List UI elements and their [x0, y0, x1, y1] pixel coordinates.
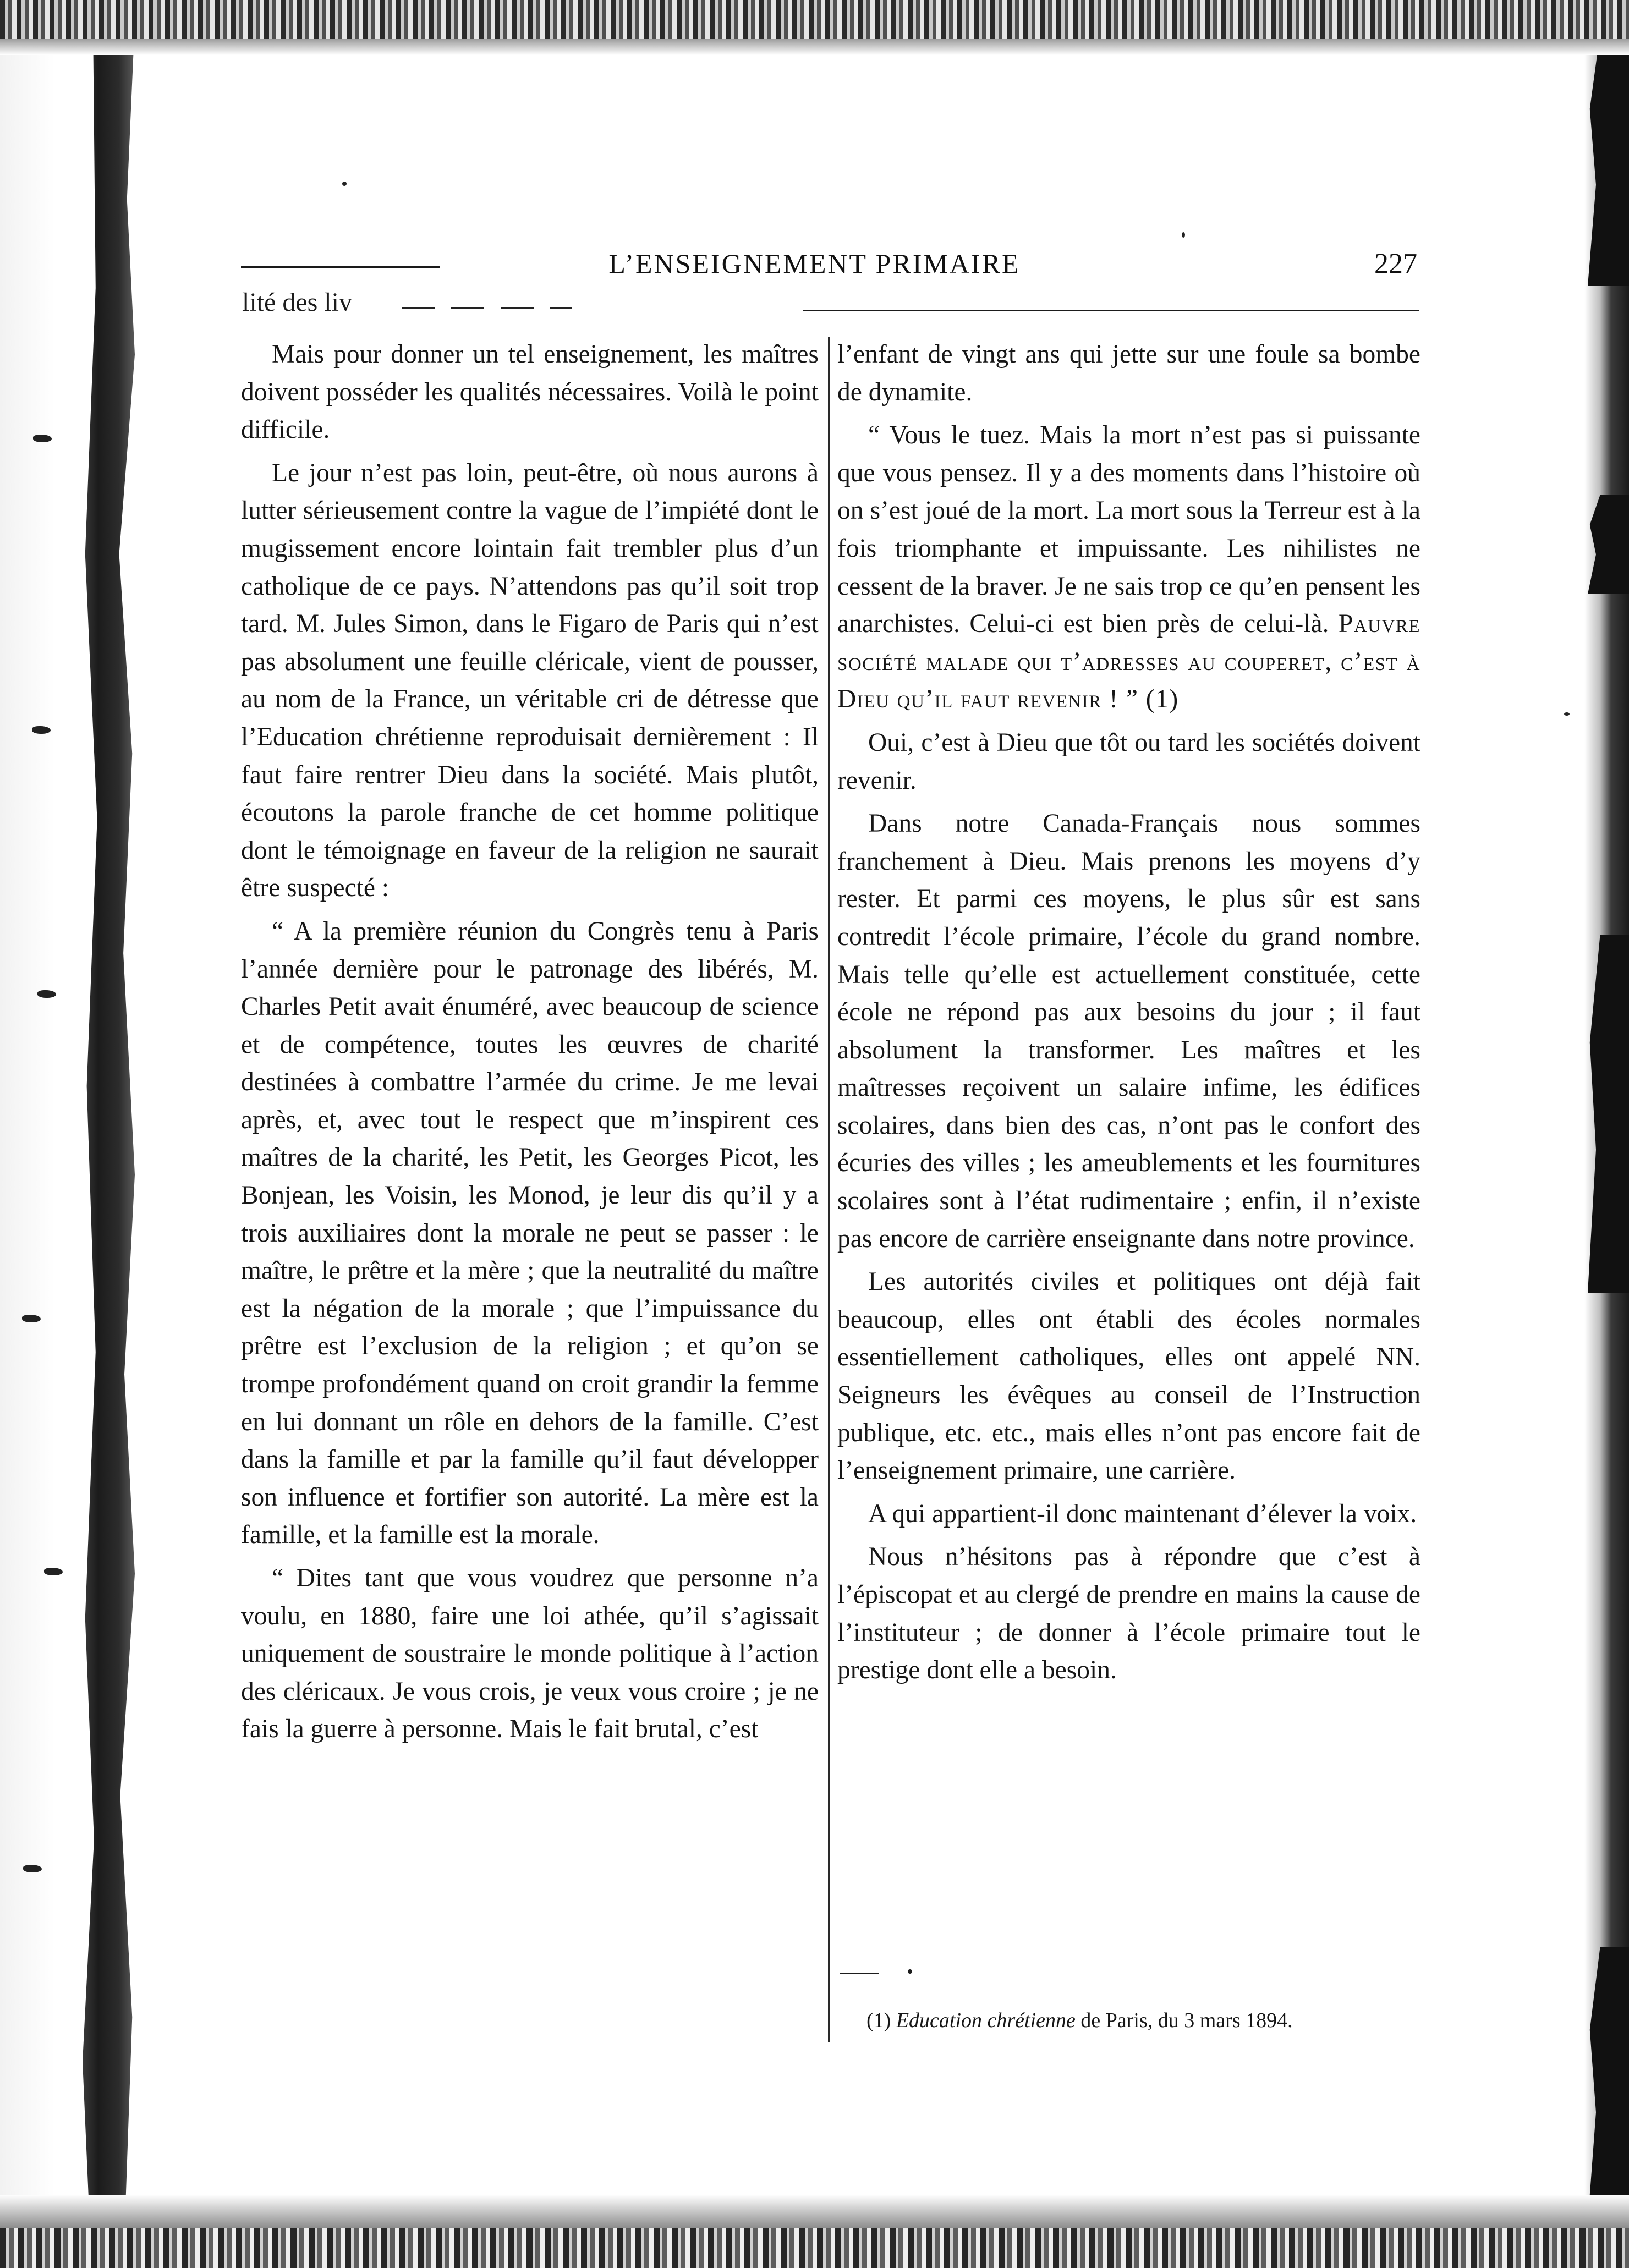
footnote-source-details: de Paris, du 3 mars 1894.	[1080, 2009, 1293, 2032]
scan-speck	[33, 435, 52, 442]
scan-speck	[32, 726, 51, 734]
page-number: 227	[1374, 248, 1417, 279]
left-column	[241, 336, 819, 1748]
scan-speck	[1182, 232, 1185, 238]
small-caps-exclamation: Pauvre société malade qui t’adresses au couperet, c’est à Dieu qu’il faut revenir ! ” (1)	[837, 609, 1420, 714]
footnote-rule	[840, 1973, 879, 1974]
paragraph: Oui, c’est à Dieu que tôt ou tard les sociétés doivent revenir.	[837, 728, 1420, 795]
paragraph: Nous n’hésitons pas à répondre que c’est à l’épiscopat et au clergé de prendre en mains la cause de l’instituteur ; de donner à l’école primaire tout le prestige dont elle a besoin.	[837, 1542, 1420, 1685]
scan-speck	[342, 182, 347, 186]
scan-top-shade	[0, 39, 1629, 55]
paragraph: Les autorités civiles et politiques ont déjà fait beaucoup, elles ont établi des écoles normales essentiellement catholiques, elles ont appelé NN. Seigneurs les évêques au conseil de l’Instruction publique, etc. etc., mais elles n’ont pas encore fait de l’enseignement primaire, une carrière.	[837, 1267, 1420, 1485]
carryover-fragment: lité des liv	[242, 288, 352, 317]
scan-speck	[22, 1315, 41, 1322]
footnote-rule-dot	[908, 1969, 912, 1974]
quote-paragraph: “ A la première réunion du Congrès tenu à Paris l’année dernière pour le patronage des libérés, M. Charles Petit avait énuméré, avec beaucoup de science et de compétence, toutes les œuvres de charité destinées à combattre l’armée du crime. Je me levai après, et, avec tout le respect que m’inspirent ces maîtres de la charité, les Petit, les Georges Picot, les Bonjean, les Voisin, les Monod, je leur dis qu’il y a trois auxiliaires dont la morale ne peut se passer : le maître, le prêtre et la mère ; que la neutralité du maître est la négation de la morale ; que l’impuissance du prêtre est l’exclusion de la religion ; et qu’on se trompe profondément quand on croit grandir la femme en lui donnant un rôle en dehors de la famille. C’est dans la famille et par la famille qu’il faut développer son influence et fortifier son autorité. La mère est la famille, et la famille est la morale.	[241, 916, 819, 1550]
scan-speck	[1564, 712, 1570, 716]
paragraph: Le jour n’est pas loin, peut-être, où nous aurons à lutter sérieusement contre la vague de l’impiété dont le mugissement encore lointain fait trembler plus d’un catholique de ce pays. N’attendons pas qu’il soit trop tard. M. Jules Simon, dans le Figaro de Paris qui n’est pas absolument une feuille cléricale, vient de pousser, au nom de la France, un véritable cri de détresse que l’Education chrétienne reproduisait dernièrement : Il faut faire rentrer Dieu dans la société. Mais plutôt, écoutons la parole franche de cet homme politique dont le témoignage en faveur de la religion ne saurait être suspecté :	[241, 458, 819, 903]
header-rule-right	[781, 310, 1419, 311]
scan-speck	[23, 1865, 42, 1872]
quote-paragraph: “ Dites tant que vous voudrez que personne n’a voulu, en 1880, faire une loi athée, qu’il s’agissait uniquement de soustraire le monde politique à l’action des cléricaux. Je vous crois, je veux vous croire ; je ne fais la guerre à personne. Mais le fait brutal, c’est	[241, 1564, 819, 1744]
paragraph	[837, 336, 1420, 411]
scan-speck	[37, 990, 56, 998]
paragraph-text: l’enfant de vingt ans qui jette sur une foule sa bombe de dynamite.	[837, 340, 1420, 407]
paragraph	[837, 416, 1420, 718]
paragraph: A qui appartient-il donc maintenant d’élever la voix.	[868, 1499, 1417, 1528]
running-title: L’ENSEIGNEMENT PRIMAIRE	[608, 248, 1021, 279]
right-column	[837, 336, 1420, 1689]
paragraph-text: “ Vous le tuez. Mais la mort n’est pas si puissante que vous pensez. Il y a des moments dans l’histoire où on s’est joué de la mort. La mort sous la Terreur est à la fois triomphante et impuissante. Les nihilistes ne cessent de la braver. Je ne sais trop ce qu’en pensent les anarchistes. Celui-ci est bien près de celui-là.	[837, 421, 1420, 639]
column-divider	[828, 337, 830, 2042]
paragraph: Dans notre Canada-Français nous sommes franchement à Dieu. Mais prenons les moyens d’y rester. Et parmi ces moyens, le plus sûr est sans contredit l’école primaire, l’école du grand nombre. Mais telle qu’elle est actuellement constituée, cette école ne répond pas aux besoins du jour ; il faut absolument la transformer. Les maîtres et les maîtresses reçoivent un salaire infime, les édifices scolaires, dans bien des cas, n’ont pas le confort des écuries des villes ; les ameublements et les fournitures scolaires sont à l’état rudimentaire ; enfin, il n’existe pas encore de carrière enseignante dans notre province.	[837, 809, 1420, 1253]
footnote-marker: (1)	[866, 2009, 891, 2032]
footnote	[866, 2007, 1417, 2034]
scan-top-edge	[0, 0, 1629, 39]
carryover-dash	[402, 307, 572, 309]
scan-speck	[44, 1568, 63, 1575]
paragraph: Mais pour donner un tel enseignement, les maîtres doivent posséder les qualités nécessaires. Voilà le point difficile.	[241, 340, 819, 444]
scan-bottom-shade	[0, 2195, 1629, 2228]
scan-bottom-edge	[0, 2228, 1629, 2268]
footnote-source-title: Education chrétienne	[896, 2009, 1076, 2032]
